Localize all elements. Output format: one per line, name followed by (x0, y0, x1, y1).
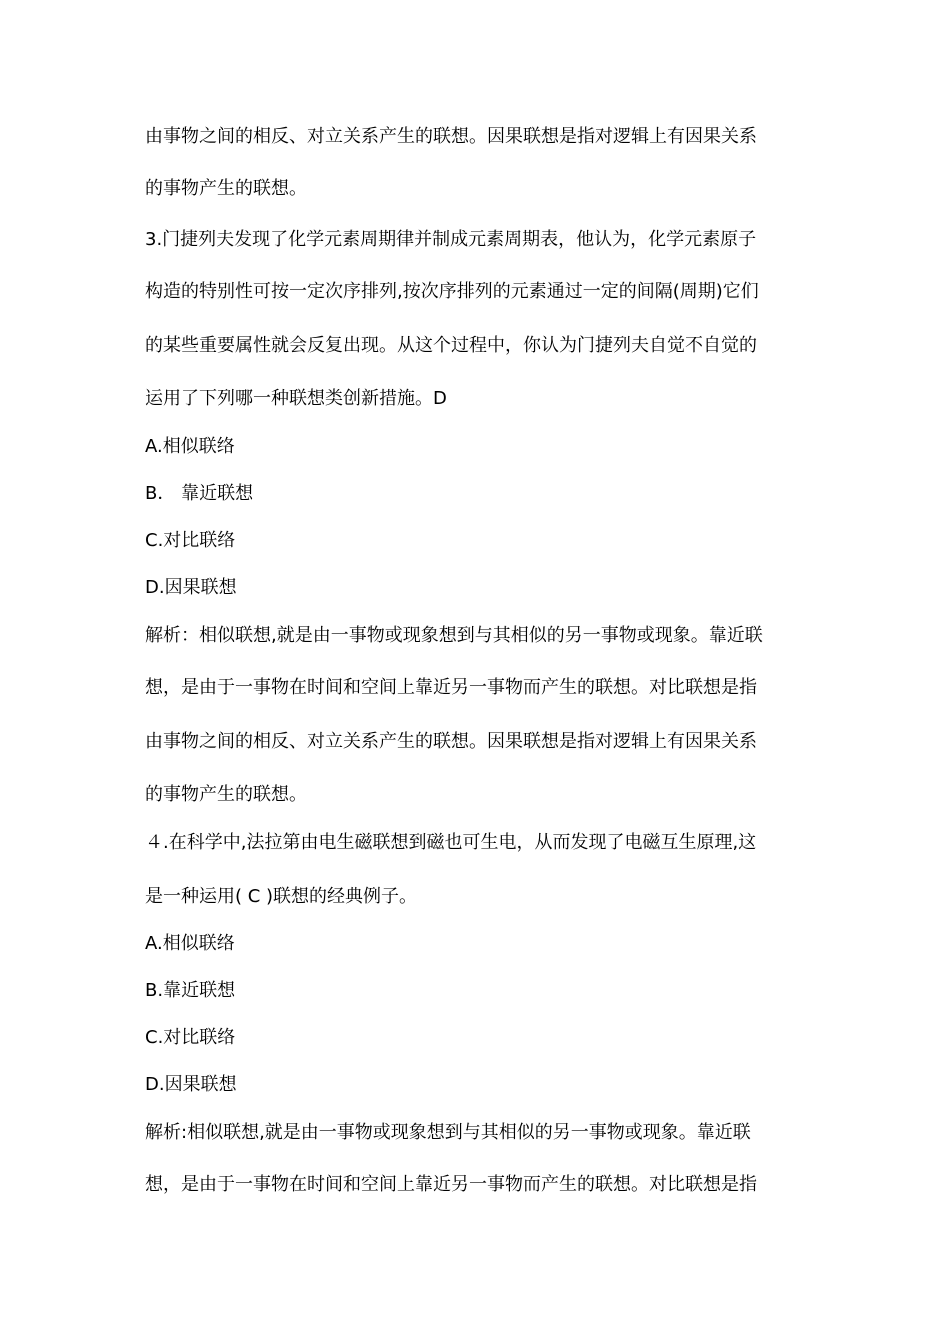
question-4-line: ４.在科学中,法拉第由电生磁联想到磁也可生电，从而发现了电磁互生原理,这 (145, 832, 757, 853)
text-line: 是一种运用( C )联想的经典例子。 (145, 886, 418, 907)
option-c: C.对比联络 (145, 1027, 236, 1048)
option-a: A.相似联络 (145, 933, 235, 954)
text-line: 构造的特别性可按一定次序排列,按次序排列的元素通过一定的间隔(周期)它们 (145, 281, 759, 302)
question-3-line: 3.门捷列夫发现了化学元素周期律并制成元素周期表，他认为，化学元素原子 (145, 229, 757, 250)
text-line: 运用了下列哪一种联想类创新措施。D (145, 388, 447, 409)
text-line: 的某些重要属性就会反复出现。从这个过程中，你认为门捷列夫自觉不自觉的 (145, 335, 757, 356)
text-line: 的事物产生的联想。 (145, 784, 307, 805)
text-line: 由事物之间的相反、对立关系产生的联想。因果联想是指对逻辑上有因果关系 (145, 126, 757, 147)
text-line: 想，是由于一事物在时间和空间上靠近另一事物而产生的联想。对比联想是指 (145, 677, 757, 698)
text-line: 由事物之间的相反、对立关系产生的联想。因果联想是指对逻辑上有因果关系 (145, 731, 757, 752)
option-b: B． 靠近联想 (145, 483, 254, 504)
analysis-line: 解析：相似联想,就是由一事物或现象想到与其相似的另一事物或现象。靠近联 (145, 625, 763, 646)
text-line: 想，是由于一事物在时间和空间上靠近另一事物而产生的联想。对比联想是指 (145, 1174, 757, 1195)
analysis-line: 解析:相似联想,就是由一事物或现象想到与其相似的另一事物或现象。靠近联 (145, 1122, 751, 1143)
text-line: 的事物产生的联想。 (145, 178, 307, 199)
option-c: C.对比联络 (145, 530, 236, 551)
option-d: D.因果联想 (145, 577, 237, 598)
option-b: B.靠近联想 (145, 980, 236, 1001)
option-d: D.因果联想 (145, 1074, 237, 1095)
option-a: A.相似联络 (145, 436, 235, 457)
